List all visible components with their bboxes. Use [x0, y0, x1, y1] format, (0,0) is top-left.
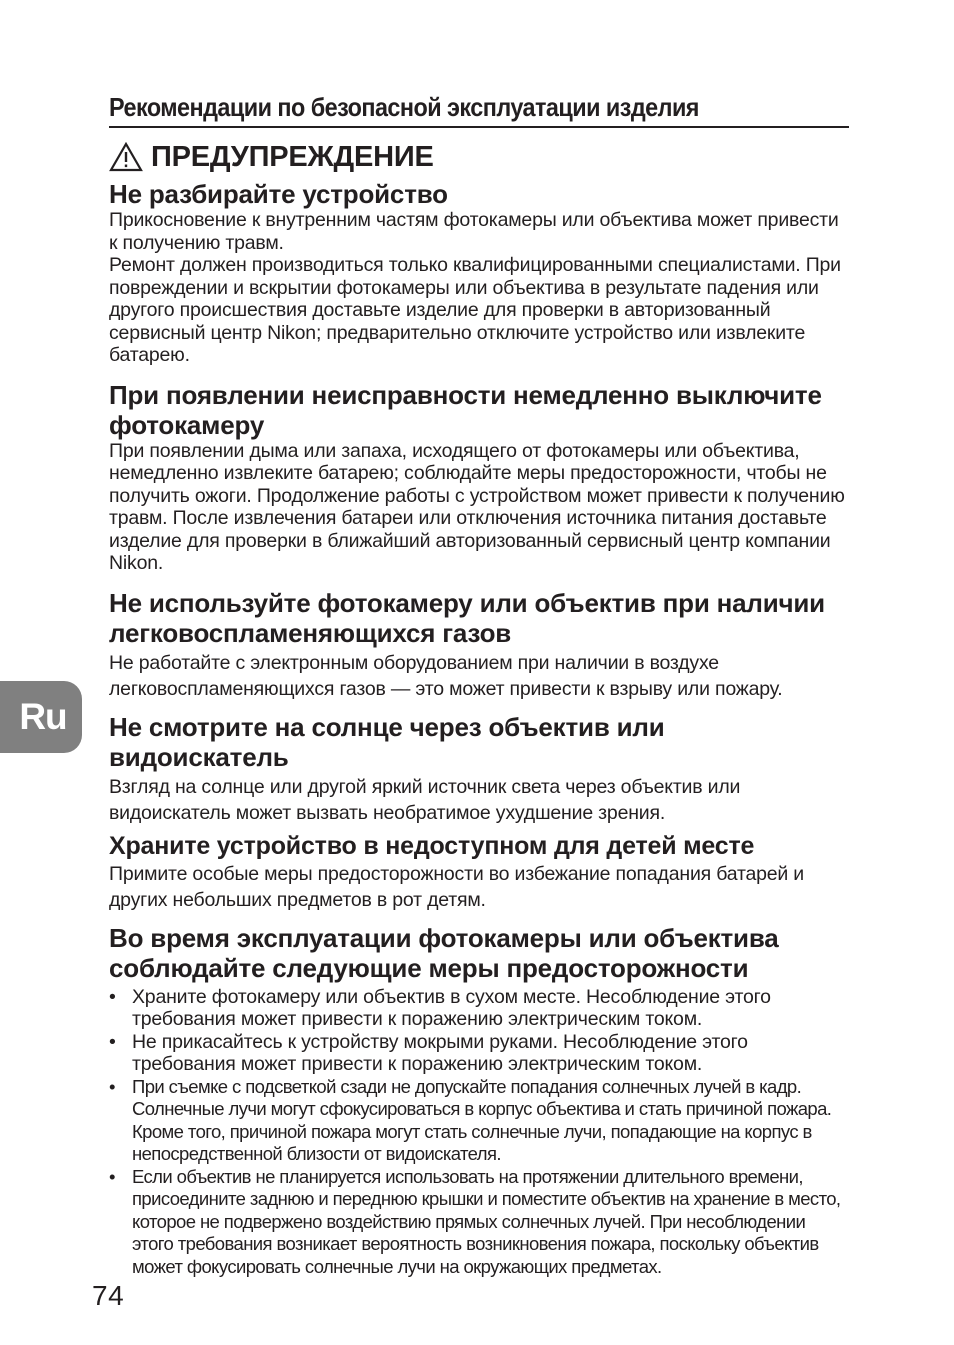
list-item: • При съемке с подсветкой сзади не допускайте попадания солнечных лучей в кадр. Солнечные лучи могут сфокусироваться в корпус объектива и стать причиной пожара. Кроме того, причиной пожара могут стать солнечные лучи, попадающие на корпус в непосредственной близости от видоискателя.: [109, 1076, 849, 1166]
language-tab: [0, 681, 82, 753]
warning-triangle-icon: [109, 142, 143, 172]
section-title: Храните устройство в недоступном для детей месте: [109, 831, 755, 860]
page-content: [109, 88, 849, 1278]
precautions-list: [109, 986, 849, 1279]
page-number: 74: [92, 1280, 125, 1311]
warning-label: ПРЕДУПРЕЖДЕНИЕ: [151, 140, 434, 173]
list-item: • Не прикасайтесь к устройству мокрыми руками. Несоблюдение этого требования может привести к поражению электрическим током.: [109, 1031, 849, 1076]
section-body: При появлении дыма или запаха, исходящего от фотокамеры или объектива, немедленно извлеките батарею; соблюдайте меры предосторожности, чтобы не получить ожоги. Продолжение работы с устройством может привести к получению травм. После извлечения батареи или отключения источника питания доставьте изделие для проверки в ближайший авторизованный сервисный центр компании Nikon.: [109, 439, 845, 574]
section-malfunction: [109, 380, 849, 575]
title-divider: [109, 126, 849, 128]
section-body: Примите особые меры предосторожности во избежание попадания батарей и других небольших предметов в рот детям.: [109, 862, 804, 911]
section-title: Не смотрите на солнце через объектив или видоискатель: [109, 711, 665, 772]
section-title: Во время эксплуатации фотокамеры или объектива соблюдайте следующие меры предосторожности: [109, 922, 779, 983]
section-body: Не работайте с электронным оборудованием при наличии в воздухе легковоспламеняющихся газов — это может привести к взрыву или пожару.: [109, 651, 783, 700]
language-tab-label: Ru: [19, 696, 67, 737]
section-children: [109, 831, 849, 913]
section-precautions: [109, 923, 849, 1279]
page-title: Рекомендации по безопасной эксплуатации изделия: [109, 92, 699, 122]
section-sun: [109, 712, 849, 826]
section-body: Прикосновение к внутренним частям фотокамеры или объектива может привести к получению травм. Ремонт должен производиться только квалифицированными специалистами. При повреждении и вскрытии фотокамеры или объектива в результате падения или другого происшествия доставьте изделие для проверки в авторизованный сервисный центр Nikon; предварительно отключите устройство или извлеките батарею.: [109, 209, 841, 366]
section-flammable-gas: [109, 588, 849, 702]
list-item: • Храните фотокамеру или объектив в сухом месте. Несоблюдение этого требования может привести к поражению электрическим током.: [109, 986, 849, 1031]
section-title: Не используйте фотокамеру или объектив при наличии легковоспламеняющихся газов: [109, 587, 825, 648]
section-disassembly: [109, 179, 849, 367]
section-title: При появлении неисправности немедленно выключите фотокамеру: [109, 379, 822, 440]
warning-heading: [109, 140, 849, 174]
list-item: • Если объектив не планируется использовать на протяжении длительного времени, присоедините заднюю и переднюю крышки и поместите объектив на хранение в место, которое не подвержено воздействию прямых солнечных лучей. При несоблюдении этого требования возникает вероятность возникновения пожара, поскольку объектив может фокусировать солнечные лучи на окружающих предметах.: [109, 1166, 849, 1279]
section-title: Не разбирайте устройство: [109, 179, 448, 209]
section-body: Взгляд на солнце или другой яркий источник света через объектив или видоискатель может вызвать необратимое ухудшение зрения.: [109, 775, 741, 824]
